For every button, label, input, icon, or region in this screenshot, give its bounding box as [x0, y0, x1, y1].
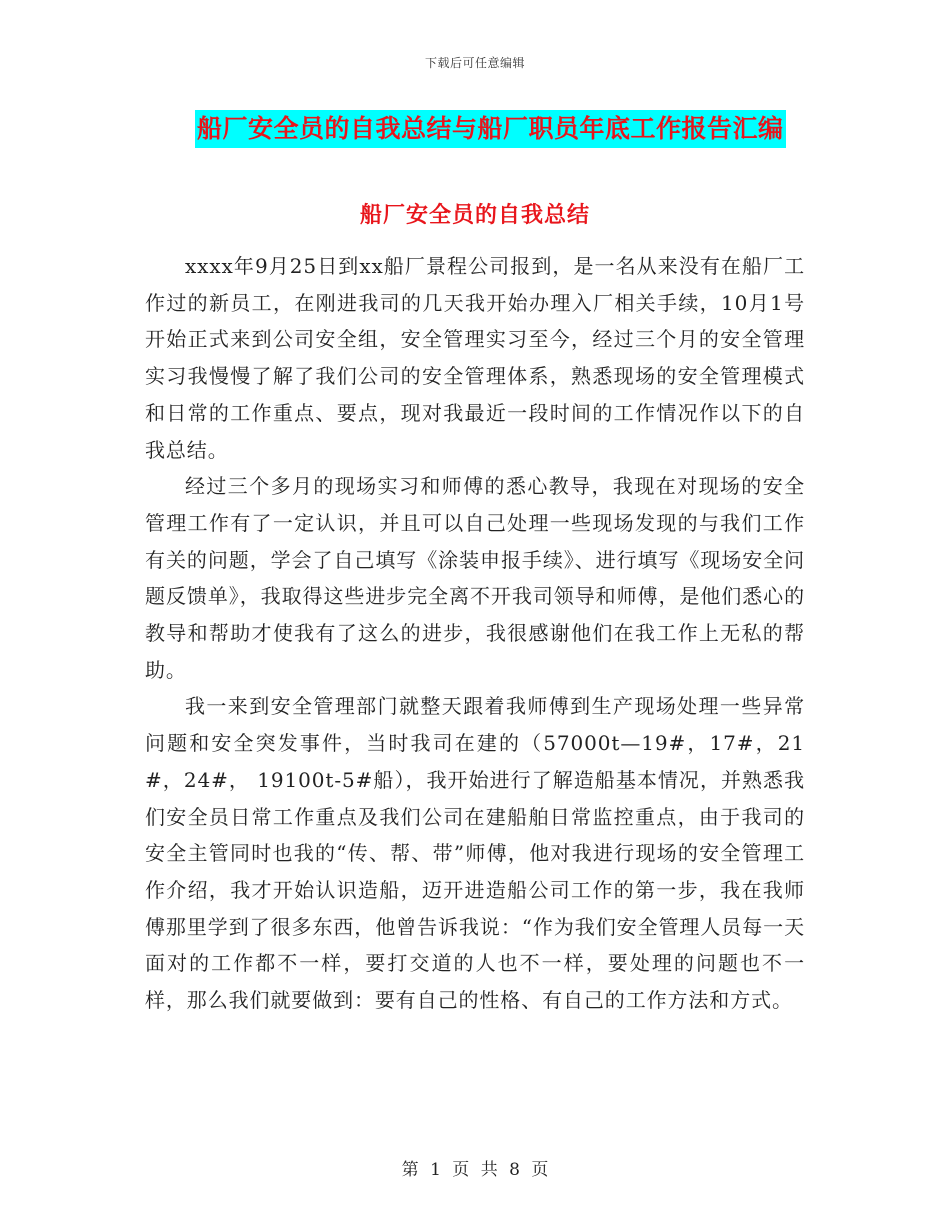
paragraph-2: 经过三个多月的现场实习和师傅的悉心教导，我现在对现场的安全管理工作有了一定认识，并且可以自己处理一些现场发现的与我们工作有关的问题，学会了自己填写《涂装申报手续》、进行填写《现场安全问题反馈单》，我取得这些进步完全离不开我司领导和师傅，是他们悉心的教导和帮助才使我有了这么的进步，我很感谢他们在我工作上无私的帮助。 — [145, 474, 805, 682]
header-note: 下载后可任意编辑 — [424, 56, 525, 70]
paragraph-3: 我一来到安全管理部门就整天跟着我师傅到生产现场处理一些异常问题和安全突发事件，当时我司在建的（57000t—19#，17#，21#，24#， 19100t-5#船），我开始进行了解造船基本情况，并熟悉我们安全员日常工作重点及我们公司在建船舶日常监控重点，由于我司的安全主管同时也我的“传、帮、带”师傅，他对我进行现场的安全管理工作介绍，我才开始认识造船，迈开进造船公司工作的第一步，我在我师傅那里学到了很多东西，他曾告诉我说：“作为我们安全管理人员每一天面对的工作都不一样，要打交道的人也不一样，要处理的问题也不一样，那么我们就要做到：要有自己的性格、有自己的工作方法和方式。 — [145, 694, 805, 1013]
section-title: 船厂安全员的自我总结 — [359, 203, 590, 228]
document-title: 船厂安全员的自我总结与船厂职员年底工作报告汇编 — [195, 110, 786, 148]
paragraph-1: xxxx年9月25日到xx船厂景程公司报到，是一名从来没有在船厂工作过的新员工，在刚进我司的几天我开始办理入厂相关手续，10月1号开始正式来到公司安全组，安全管理实习至今，经过三个月的安全管理实习我慢慢了解了我们公司的安全管理体系，熟悉现场的安全管理模式和日常的工作重点、要点，现对我最近一段时间的工作情况作以下的自我总结。 — [145, 254, 805, 462]
page-indicator: 第 1 页 共 8 页 — [401, 1160, 549, 1180]
document-body — [145, 248, 805, 1019]
